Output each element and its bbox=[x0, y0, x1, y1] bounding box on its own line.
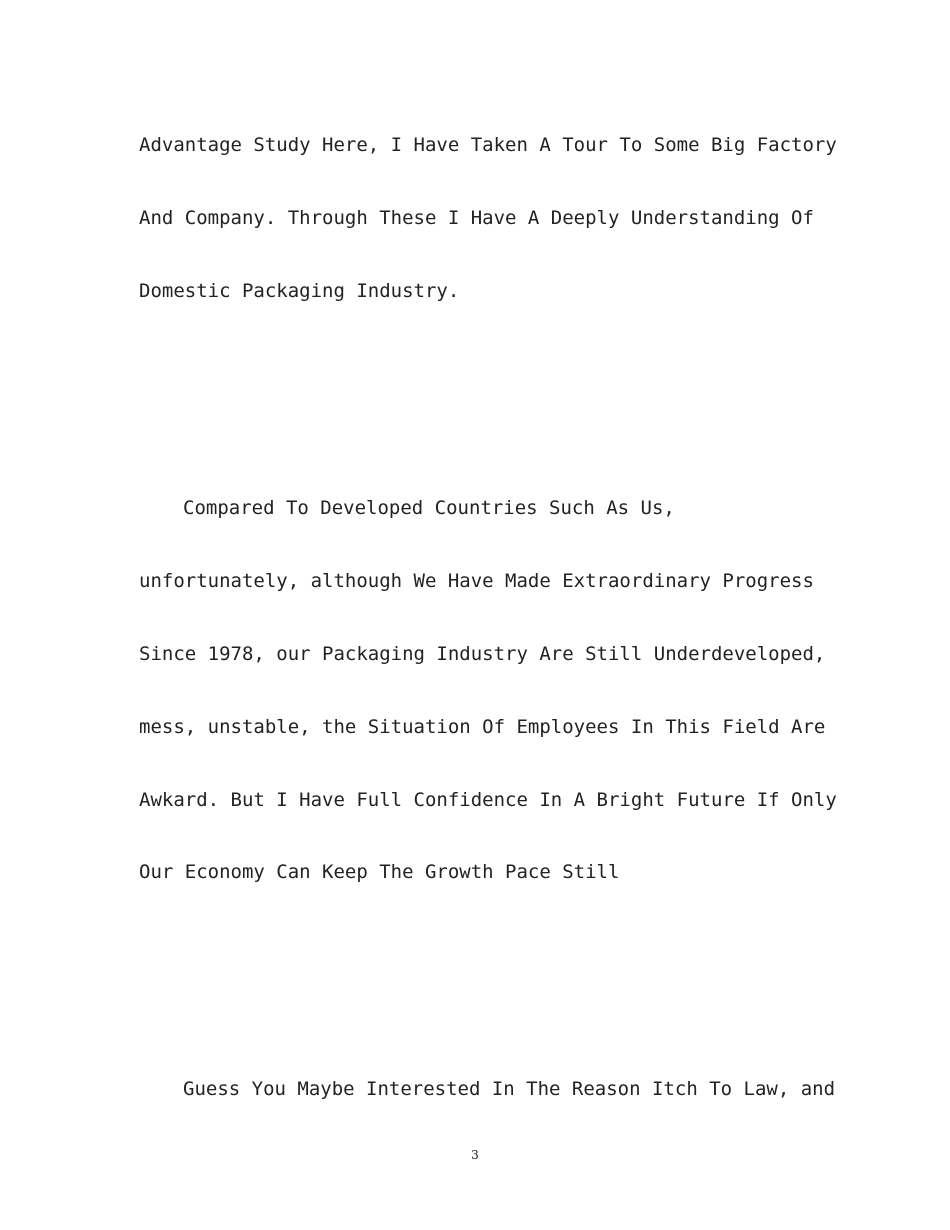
text-line: Since 1978, our Packaging Industry Are Still Underdeveloped, bbox=[139, 643, 826, 665]
text-line: Our Economy Can Keep The Growth Pace Still bbox=[139, 861, 620, 883]
text-line: mess, unstable, the Situation Of Employees In This Field Are bbox=[139, 716, 826, 738]
text-line: Guess You Maybe Interested In The Reason Itch To Law, and bbox=[183, 1078, 836, 1100]
text-line: Awkard. But I Have Full Confidence In A Bright Future If Only bbox=[139, 789, 837, 811]
text-line: unfortunately, although We Have Made Extraordinary Progress bbox=[139, 570, 814, 592]
text-line: And Company. Through These I Have A Deeply Understanding Of bbox=[139, 207, 814, 229]
text-line: Advantage Study Here, I Have Taken A Tour To Some Big Factory bbox=[139, 134, 837, 156]
text-line: Compared To Developed Countries Such As Us, bbox=[183, 497, 675, 519]
text-line: Domestic Packaging Industry. bbox=[139, 280, 460, 302]
page-number: 3 bbox=[471, 1148, 479, 1162]
